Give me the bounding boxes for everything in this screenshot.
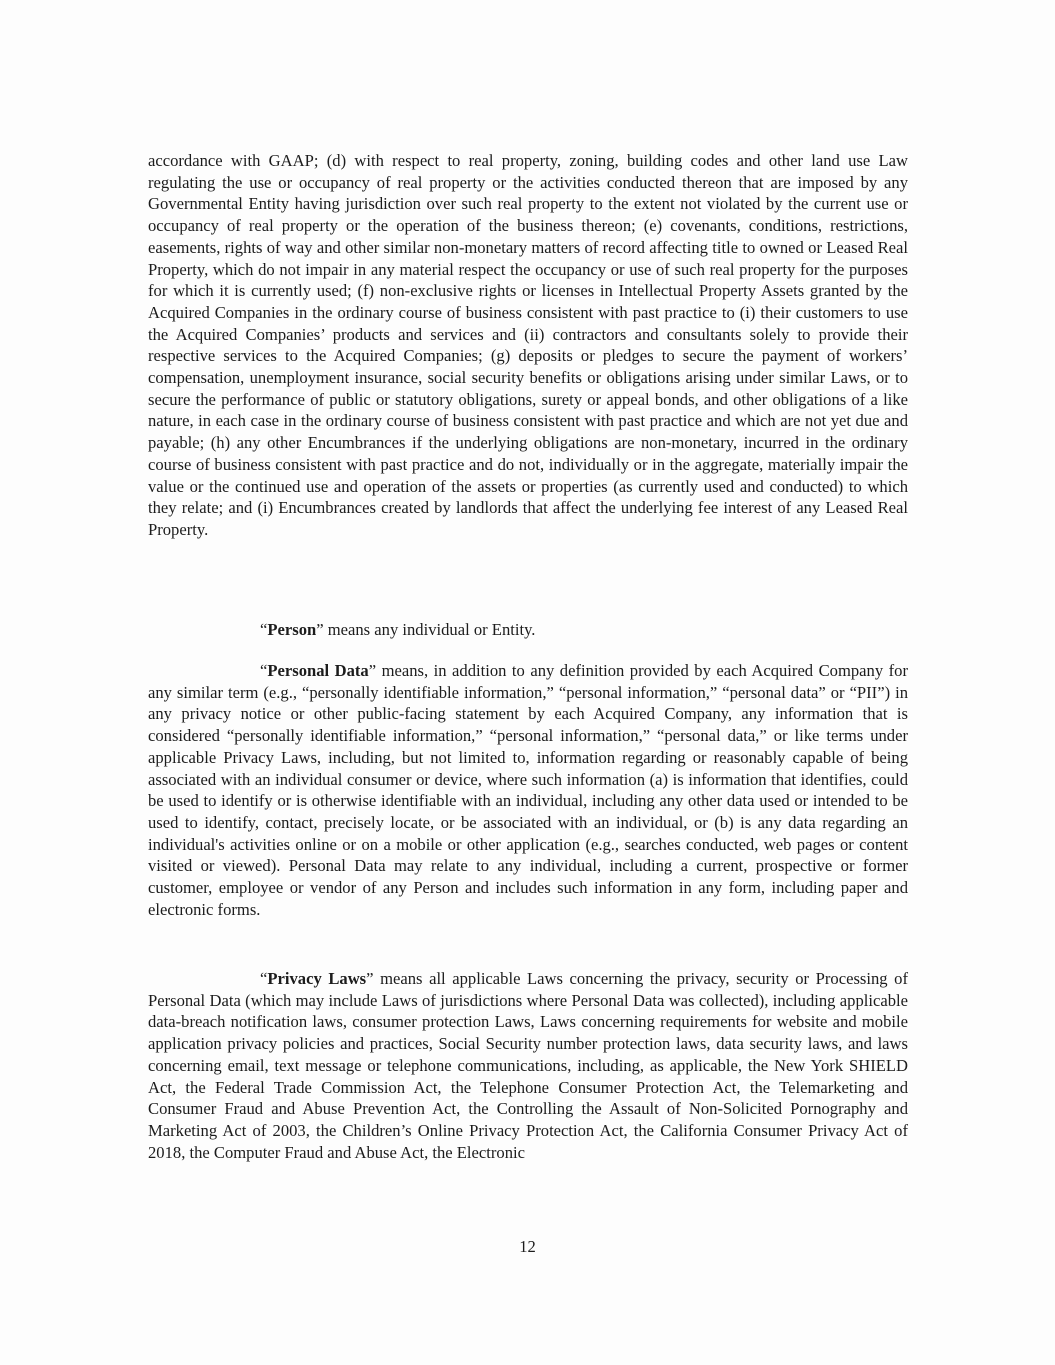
paragraph-definition-person bbox=[148, 619, 908, 641]
defined-term: Person bbox=[267, 620, 317, 639]
definition-text: ” means, in addition to any definition provided by each Acquired Company for any similar term (e.g., “personally identifiable information,” “personal information,” “personal data” or “PII”) in any privacy notice or other public-facing statement by each Acquired Company, any information that is considered “personally identifiable information,” “personal information,” “personal data,” or like terms under applicable Privacy Laws, including, but not limited to, information regarding or reasonably capable of being associated with an individual consumer or device, where such information (a) is information that identifies, could be used to identify or is otherwise identifiable with an individual, including any other data used or intended to be used to identify, contact, precisely locate, or be associated with an individual, or (b) is any data regarding an individual's activities online or on a mobile or other application (e.g., searches conducted, web pages or content visited or viewed). Personal Data may relate to any individual, including a current, prospective or former customer, employee or vendor of any Person and includes such information in any form, including paper and electronic forms. bbox=[148, 661, 908, 919]
definition-text: ” means all applicable Laws concerning the privacy, security or Processing of Personal Data (which may include Laws of jurisdictions where Personal Data was collected), including applicable data-breach notification laws, consumer protection Laws, Laws concerning requirements for website and mobile application privacy policies and practices, Social Security number protection laws, data security laws, and laws concerning email, text message or telephone communications, including, as applicable, the New York SHIELD Act, the Federal Trade Commission Act, the Telephone Consumer Protection Act, the Telemarketing and Consumer Fraud and Abuse Prevention Act, the Controlling the Assault of Non-Solicited Pornography and Marketing Act of 2003, the Children’s Online Privacy Protection Act, the California Consumer Privacy Act of 2018, the Computer Fraud and Abuse Act, the Electronic bbox=[148, 969, 908, 1162]
defined-term: Personal Data bbox=[267, 661, 369, 680]
paragraph-permitted-encumbrances bbox=[148, 150, 908, 541]
quote-mark: “ bbox=[260, 620, 268, 639]
defined-term: Privacy Laws bbox=[267, 969, 367, 988]
quote-mark: “ bbox=[260, 969, 268, 988]
page-number: 12 bbox=[519, 1237, 536, 1256]
paragraph-text: accordance with GAAP; (d) with respect to real property, zoning, building codes and other land use Law regulating the use or occupancy of real property or the activities conducted thereon that are imposed by any Governmental Entity having jurisdiction over such real property to the extent not violated by the current use or occupancy of real property or the operation of the business thereon; (e) covenants, conditions, restrictions, easements, rights of way and other similar non-monetary matters of record affecting title to owned or Leased Real Property, which do not impair in any material respect the occupancy or use of such real property for the purposes for which it is currently used; (f) non-exclusive rights or licenses in Intellectual Property Assets granted by the Acquired Companies in the ordinary course of business consistent with past practice to (i) their customers to use the Acquired Companies’ products and services and (ii) contractors and consultants solely to provide their respective services to the Acquired Companies; (g) deposits or pledges to secure the payment of workers’ compensation, unemployment insurance, social security benefits or obligations arising under similar Laws, or to secure the performance of public or statutory obligations, surety or appeal bonds, and other obligations of a like nature, in each case in the ordinary course of business consistent with past practice and which are not yet due and payable; (h) any other Encumbrances if the underlying obligations are non-monetary, incurred in the ordinary course of business consistent with past practice and do not, individually or in the aggregate, materially impair the value or the continued use and operation of the assets or properties (as currently used and conducted) to which they relate; and (i) Encumbrances created by landlords that affect the underlying fee interest of any Leased Real Property. bbox=[148, 151, 908, 539]
paragraph-definition-personal-data bbox=[148, 660, 908, 920]
quote-mark: “ bbox=[260, 661, 268, 680]
definition-text: ” means any individual or Entity. bbox=[316, 620, 536, 639]
paragraph-definition-privacy-laws bbox=[148, 968, 908, 1163]
